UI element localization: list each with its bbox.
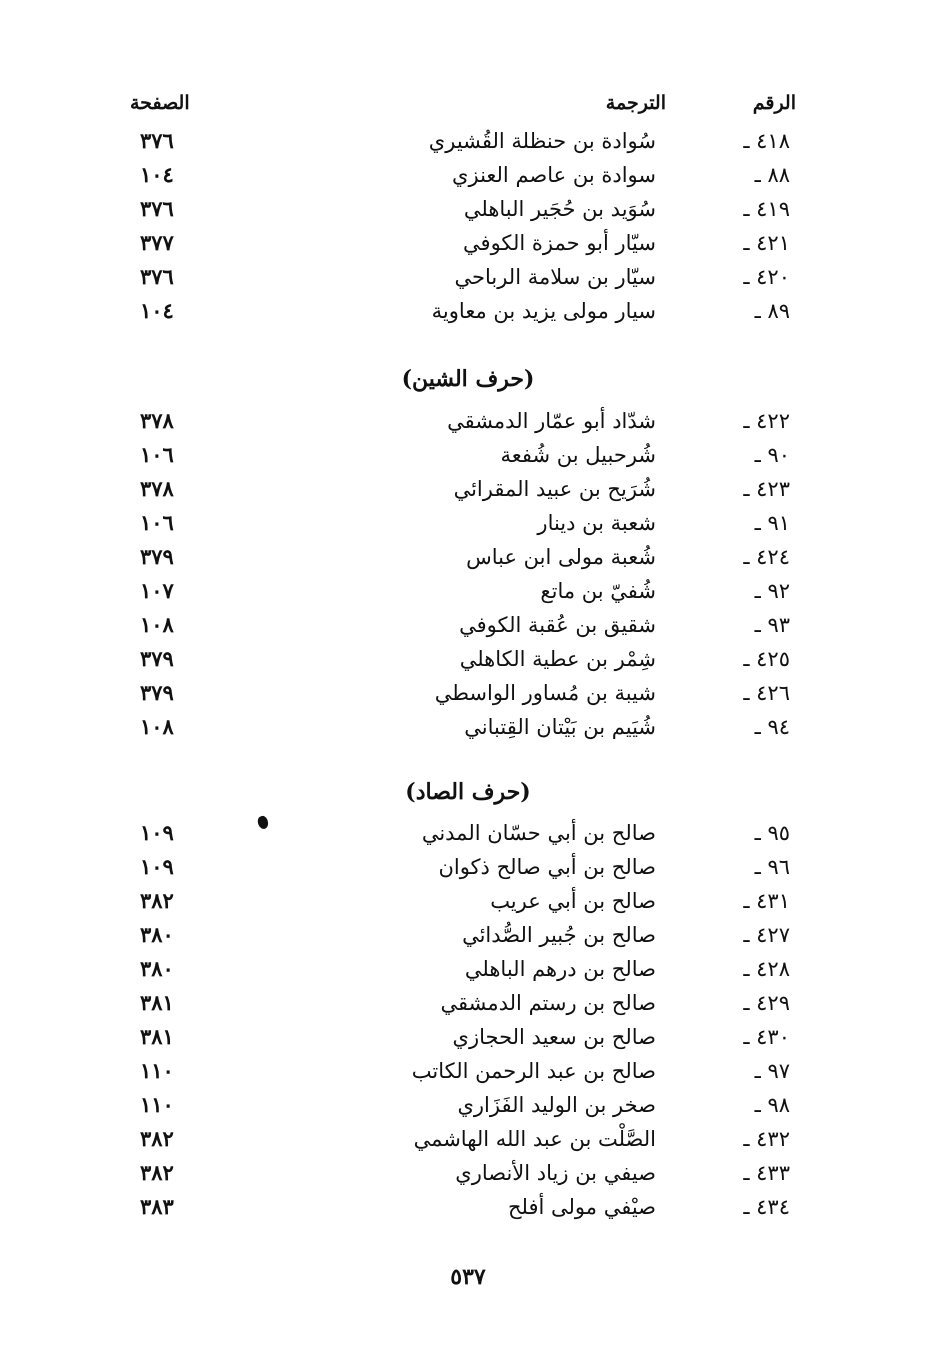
entry-name: الصَّلْت بن عبد الله الهاشمي [413, 1127, 656, 1151]
entry-page: ٣٧٧ [140, 230, 174, 255]
index-row [0, 192, 936, 226]
index-row [0, 608, 936, 642]
entry-page: ١٠٨ [140, 714, 174, 739]
entry-page: ٣٧٩ [140, 544, 174, 569]
entry-number: ٩٢ ـ [754, 579, 790, 603]
entry-number: ٩١ ـ [754, 511, 790, 535]
entry-number: ٤٣٢ ـ [743, 1127, 790, 1151]
entry-name: صالح بن أبي حسّان المدني [421, 821, 656, 845]
index-row [0, 226, 936, 260]
entry-page: ٣٧٨ [140, 408, 174, 433]
entry-page: ١٠٦ [140, 510, 174, 535]
entry-page: ١١٠ [140, 1092, 174, 1117]
index-row [0, 574, 936, 608]
entry-page: ٣٧٩ [140, 646, 174, 671]
entry-name: شِمْر بن عطية الكاهلي [459, 647, 656, 671]
entry-number: ٤٣١ ـ [743, 889, 790, 913]
entry-number: ٩٥ ـ [754, 821, 790, 845]
index-row [0, 404, 936, 438]
index-row [0, 294, 936, 328]
entry-page: ١٠٤ [140, 298, 174, 323]
entry-name: شُرحبيل بن شُفعة [500, 443, 656, 467]
page-number: ٥٣٧ [450, 1264, 486, 1290]
entry-number: ٤٣٠ ـ [743, 1025, 790, 1049]
entry-page: ١٠٤ [140, 162, 174, 187]
index-row [0, 260, 936, 294]
entry-page: ٣٧٩ [140, 680, 174, 705]
entry-page: ٣٨١ [140, 990, 174, 1015]
index-row [0, 540, 936, 574]
entry-page: ٣٧٦ [140, 264, 174, 289]
entry-name: سُوادة بن حنظلة القُشيري [428, 129, 656, 153]
entry-number: ٤٢٦ ـ [743, 681, 790, 705]
entry-number: ٤٣٤ ـ [743, 1195, 790, 1219]
entry-name: شُفيّ بن ماتع [540, 579, 656, 603]
entry-page: ٣٧٦ [140, 128, 174, 153]
entry-page: ٣٨٢ [140, 1126, 174, 1151]
entry-name: صالح بن جُبير الصُّدائي [462, 923, 656, 947]
entry-page: ١٠٩ [140, 854, 174, 879]
entry-number: ٩٤ ـ [754, 715, 790, 739]
index-row [0, 438, 936, 472]
index-row [0, 918, 936, 952]
entry-number: ٤٢٤ ـ [743, 545, 790, 569]
index-row [0, 472, 936, 506]
entry-page: ١٠٧ [140, 578, 174, 603]
entry-number: ٤٢٥ ـ [743, 647, 790, 671]
entry-page: ٣٨٣ [140, 1194, 174, 1219]
index-row [0, 642, 936, 676]
entry-name: شدّاد أبو عمّار الدمشقي [447, 409, 656, 433]
section-heading-sad: (حرف الصاد) [405, 779, 531, 805]
entry-number: ٨٩ ـ [754, 299, 790, 323]
entry-name: شُرَيح بن عبيد المقرائي [453, 477, 656, 501]
entry-name: صخر بن الوليد الفَزَاري [457, 1093, 656, 1117]
entry-name: صالح بن سعيد الحجازي [452, 1025, 656, 1049]
entry-page: ٣٨١ [140, 1024, 174, 1049]
entry-name: شُعبة مولى ابن عباس [466, 545, 656, 569]
entry-number: ٨٨ ـ [754, 163, 790, 187]
section-heading-shin: (حرف الشين) [401, 366, 535, 392]
index-row [0, 816, 936, 850]
entry-page: ٣٨٢ [140, 1160, 174, 1185]
entry-name: صيْفي مولى أفلح [507, 1195, 656, 1219]
entry-name: سيّار بن سلامة الرباحي [454, 265, 656, 289]
entry-number: ٤٢٠ ـ [743, 265, 790, 289]
entry-name: سوادة بن عاصم العنزي [452, 163, 656, 187]
entry-number: ٤١٨ ـ [743, 129, 790, 153]
index-row [0, 506, 936, 540]
index-row [0, 1156, 936, 1190]
entry-number: ٩٧ ـ [754, 1059, 790, 1083]
entry-page: ٣٨٠ [140, 922, 174, 947]
entry-name: شُيَيم بن بَيْتان القِتباني [464, 715, 656, 739]
entry-number: ٤٢٢ ـ [743, 409, 790, 433]
entry-name: سيار مولى يزيد بن معاوية [431, 299, 656, 323]
entry-name: شيبة بن مُساور الواسطي [434, 681, 656, 705]
entry-page: ٣٧٨ [140, 476, 174, 501]
entry-name: صالح بن أبي عريب [490, 889, 656, 913]
entry-number: ٤١٩ ـ [743, 197, 790, 221]
entry-name: شقيق بن عُقبة الكوفي [459, 613, 656, 637]
index-row [0, 1088, 936, 1122]
entry-page: ٣٨٢ [140, 888, 174, 913]
entry-name: صالح بن رستم الدمشقي [440, 991, 656, 1015]
entry-page: ٣٨٠ [140, 956, 174, 981]
entry-name: صالح بن عبد الرحمن الكاتب [411, 1059, 656, 1083]
entry-number: ٩٠ ـ [754, 443, 790, 467]
entry-number: ٤٢٨ ـ [743, 957, 790, 981]
entry-page: ١١٠ [140, 1058, 174, 1083]
index-row [0, 986, 936, 1020]
column-header-page: الصفحة [130, 92, 190, 114]
entry-name: صيفي بن زياد الأنصاري [455, 1161, 656, 1185]
entry-name: شعبة بن دينار [537, 511, 656, 535]
entry-name: سُوَيد بن حُجَير الباهلي [463, 197, 656, 221]
index-row [0, 952, 936, 986]
entry-number: ٤٢٧ ـ [743, 923, 790, 947]
entry-page: ١٠٩ [140, 820, 174, 845]
index-row [0, 710, 936, 744]
entry-number: ٩٦ ـ [754, 855, 790, 879]
index-row [0, 1020, 936, 1054]
entry-number: ٩٣ ـ [754, 613, 790, 637]
entry-number: ٤٢١ ـ [743, 231, 790, 255]
entry-page: ١٠٨ [140, 612, 174, 637]
index-row [0, 884, 936, 918]
entry-page: ١٠٦ [140, 442, 174, 467]
index-row [0, 1054, 936, 1088]
entry-number: ٩٨ ـ [754, 1093, 790, 1117]
entry-name: صالح بن درهم الباهلي [464, 957, 656, 981]
index-row [0, 1122, 936, 1156]
entry-page: ٣٧٦ [140, 196, 174, 221]
column-header-number: الرقم [752, 92, 796, 114]
index-row [0, 850, 936, 884]
entry-number: ٤٢٣ ـ [743, 477, 790, 501]
column-header-name: الترجمة [605, 92, 666, 114]
entry-name: سيّار أبو حمزة الكوفي [463, 231, 656, 255]
entry-number: ٤٢٩ ـ [743, 991, 790, 1015]
index-row [0, 124, 936, 158]
index-row [0, 1190, 936, 1224]
entry-number: ٤٣٣ ـ [743, 1161, 790, 1185]
index-row [0, 676, 936, 710]
entry-name: صالح بن أبي صالح ذكوان [438, 855, 656, 879]
index-row [0, 158, 936, 192]
